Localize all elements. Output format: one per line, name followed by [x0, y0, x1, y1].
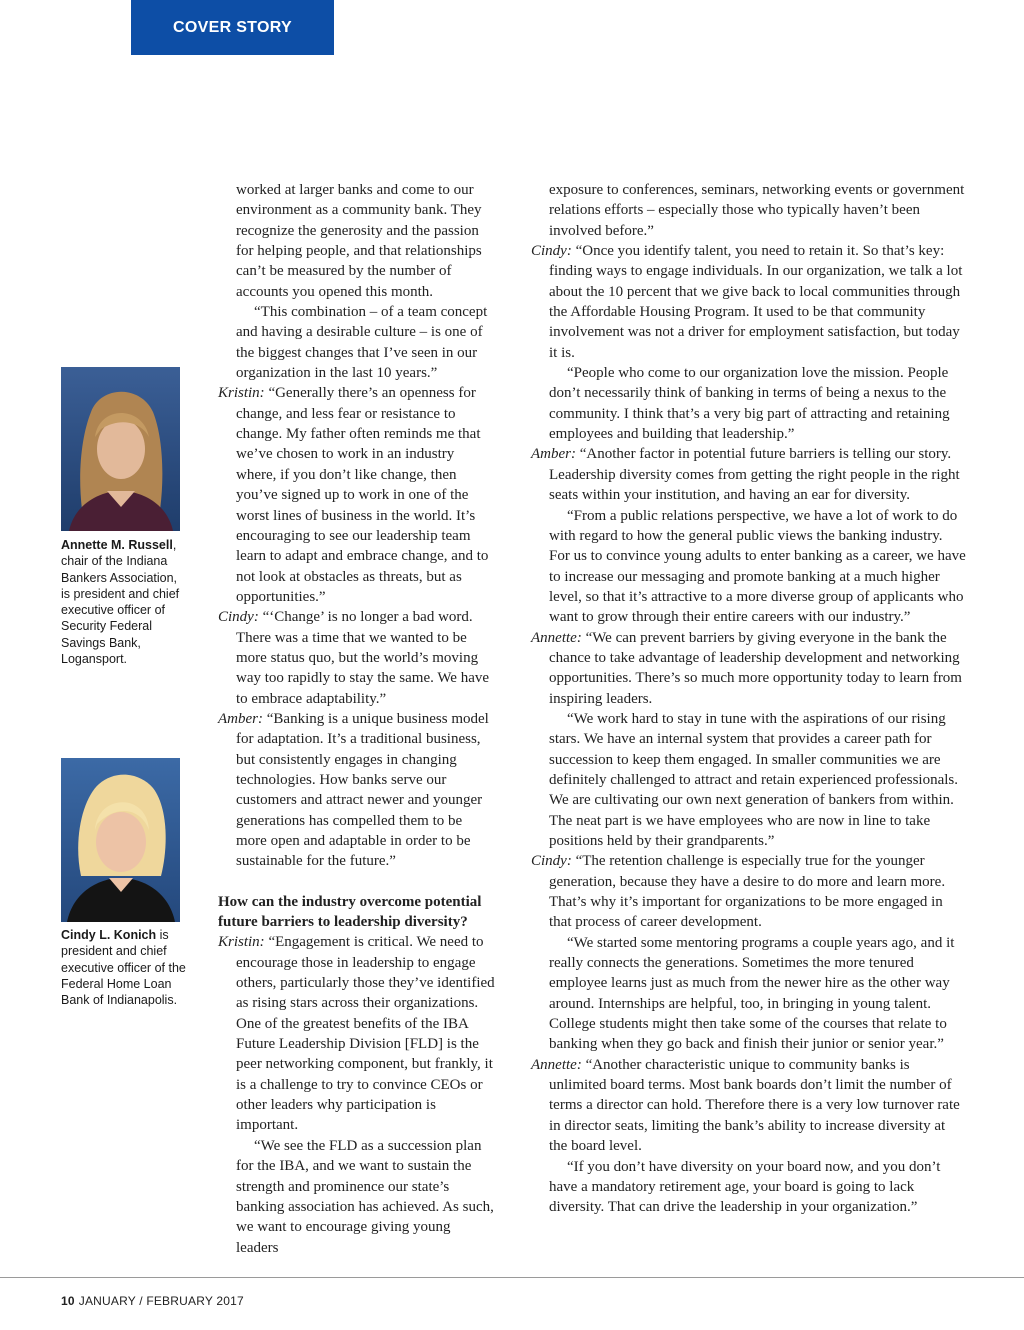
- footer-divider: [0, 1277, 1024, 1278]
- paragraph: “This combination – of a team concept and having a desirable culture – is one of the biggest changes that I’ve seen in our organization in the last 10 years.”: [236, 304, 488, 382]
- paragraph: “We work hard to stay in tune with the aspirations of our rising stars. We have an internal system that provides a career path for succession to keep them engaged. In smaller communities we are definitely challenged to attract and retain experienced professionals. We are cultivating our own next generation of bankers from within. The neat part is we have employees who are now in line to take positions held by their grandparents.”: [549, 710, 958, 849]
- speaker-name: Amber:: [218, 710, 263, 727]
- paragraph-text: “We can prevent barriers by giving everyone in the bank the chance to take advantage of leadership development and networking opportunities. There’s so much more opportunity today to learn from inspiring leaders.: [549, 629, 962, 707]
- speaker-name: Cindy:: [218, 609, 259, 626]
- speaker-name: Annette:: [531, 1056, 582, 1073]
- section-label: COVER STORY: [173, 18, 292, 36]
- paragraph: [218, 607, 496, 709]
- paragraph: [531, 1055, 967, 1157]
- issue-date: JANUARY / FEBRUARY 2017: [78, 1294, 244, 1308]
- paragraph: exposure to conferences, seminars, networking events or government relations efforts – especially those who typically haven’t been involved before.”: [549, 182, 965, 239]
- paragraph: “People who come to our organization love the mission. People don’t necessarily think of banking in terms of being a nexus to the community. I think that’s a very big part of attracting and retaining employees and building that leadership.”: [549, 365, 950, 443]
- caption-cindy: [61, 927, 186, 1008]
- paragraph-text: “Another factor in potential future barriers is telling our story. Leadership diversity comes from getting the right people in the right seats within your institution, and having an ear for diversity.: [549, 446, 960, 504]
- caption-name: Annette M. Russell: [61, 538, 173, 552]
- paragraph-text: “Banking is a unique business model for adaptation. It’s a traditional business, but consistently engages in changing technologies. How banks serve our customers and attract newer and younger generations has compelled them to be more open and adaptable in order to be sustainable for the future.”: [236, 710, 489, 870]
- section-heading: How can the industry overcome potential future barriers to leadership diversity?: [218, 893, 482, 931]
- paragraph: [531, 628, 967, 709]
- portrait-photo-annette: [61, 367, 180, 531]
- article-column-1: [218, 180, 496, 1258]
- page-number: 10: [61, 1294, 75, 1308]
- speaker-name: Cindy:: [531, 853, 572, 870]
- portrait-photo-cindy: [61, 758, 180, 922]
- speaker-name: Annette:: [531, 629, 582, 646]
- caption-bio: , chair of the Indiana Bankers Association, is president and chief executive officer of Security Federal Savings Bank, Logansport.: [61, 538, 180, 667]
- paragraph: [218, 383, 496, 607]
- speaker-name: Kristin:: [218, 385, 265, 402]
- speaker-name: Amber:: [531, 446, 576, 463]
- paragraph: “We see the FLD as a succession plan for the IBA, and we want to sustain the strength and prominence our state’s banking association has achieved. As such, we want to encourage giving young leaders: [236, 1137, 494, 1256]
- paragraph: “We started some mentoring programs a couple years ago, and it really connects the generations. Sometimes the more tenured employee learns just as much from the newer hire as the other way around. Internships are helpful, too, in bringing in young talent. College students might then take some of the courses that relate to banking when they go back and finish their junior or senior year.”: [549, 934, 955, 1053]
- paragraph: “From a public relations perspective, we have a lot of work to do with regard to how the general public views the banking industry. For us to convince young adults to enter banking as a career, we have to increase our messaging and promote banking at a much higher level, so that it’s attractive to a more diverse group of applicants who want to grow through their entire careers with our industry.”: [549, 507, 966, 626]
- paragraph: [531, 444, 967, 505]
- page-footer: [61, 1294, 244, 1308]
- paragraph-text: “Another characteristic unique to community banks is unlimited board terms. Most bank boards don’t limit the number of terms a director can hold. Therefore there is a very low turnover rate in director seats, limiting the bank’s ability to increase diversity at the board level.: [549, 1056, 960, 1155]
- paragraph-text: “The retention challenge is especially true for the younger generation, because they have a desire to do more and learn more. That’s why it’s important for organizations to be more engaged in that process of career development.: [549, 853, 946, 931]
- paragraph-text: “‘Change’ is no longer a bad word. There was a time that we wanted to be more status quo, but the world’s moving way too rapidly to stay the same. We have to embrace adaptability.”: [236, 609, 490, 707]
- caption-bio: is president and chief executive officer of the Federal Home Loan Bank of Indianapolis.: [61, 928, 186, 1008]
- article-column-2: [531, 180, 967, 1218]
- speaker-name: Kristin:: [218, 934, 265, 951]
- caption-annette: [61, 537, 186, 667]
- paragraph: “If you don’t have diversity on your board now, and you don’t have a mandatory retirement age, your board is going to lack diversity. That can drive the leadership in your organization.”: [549, 1158, 941, 1216]
- paragraph: [218, 932, 496, 1135]
- paragraph-text: “Engagement is critical. We need to encourage those in leadership to engage others, particularly those they’ve identified as rising stars across their organizations. One of the greatest benefits of the IBA Future Leadership Division [FLD] is the peer networking component, but frankly, it is a challenge to try to convince CEOs or other leaders why participation is important.: [236, 934, 495, 1134]
- paragraph-text: “Generally there’s an openness for change, and less fear or resistance to change. My father often reminds me that we’ve chosen to work in an industry where, if you don’t like change, then you’ve signed up to work in one of the worst lines of business in the world. It’s encouraging to see our leadership team learn to adapt and embrace change, and to not look at obstacles as threats, but as opportunities.”: [236, 385, 489, 605]
- paragraph-text: “Once you identify talent, you need to retain it. So that’s key: finding ways to engage individuals. In our organization, we talk a lot about the 10 percent that we give back to local communities through the Affordable Housing Program. It used to be that community involvement was not a driver for employment satisfaction, but today it is.: [549, 243, 963, 361]
- speaker-name: Cindy:: [531, 243, 572, 260]
- paragraph: [218, 709, 496, 872]
- paragraph: [531, 851, 967, 932]
- caption-name: Cindy L. Konich: [61, 928, 157, 942]
- section-banner: [131, 0, 334, 55]
- paragraph: worked at larger banks and come to our environment as a community bank. They recognize the generosity and the passion for helping people, and that relationships can’t be measured by the number of accounts you opened this month.: [236, 182, 482, 300]
- paragraph: [531, 241, 967, 363]
